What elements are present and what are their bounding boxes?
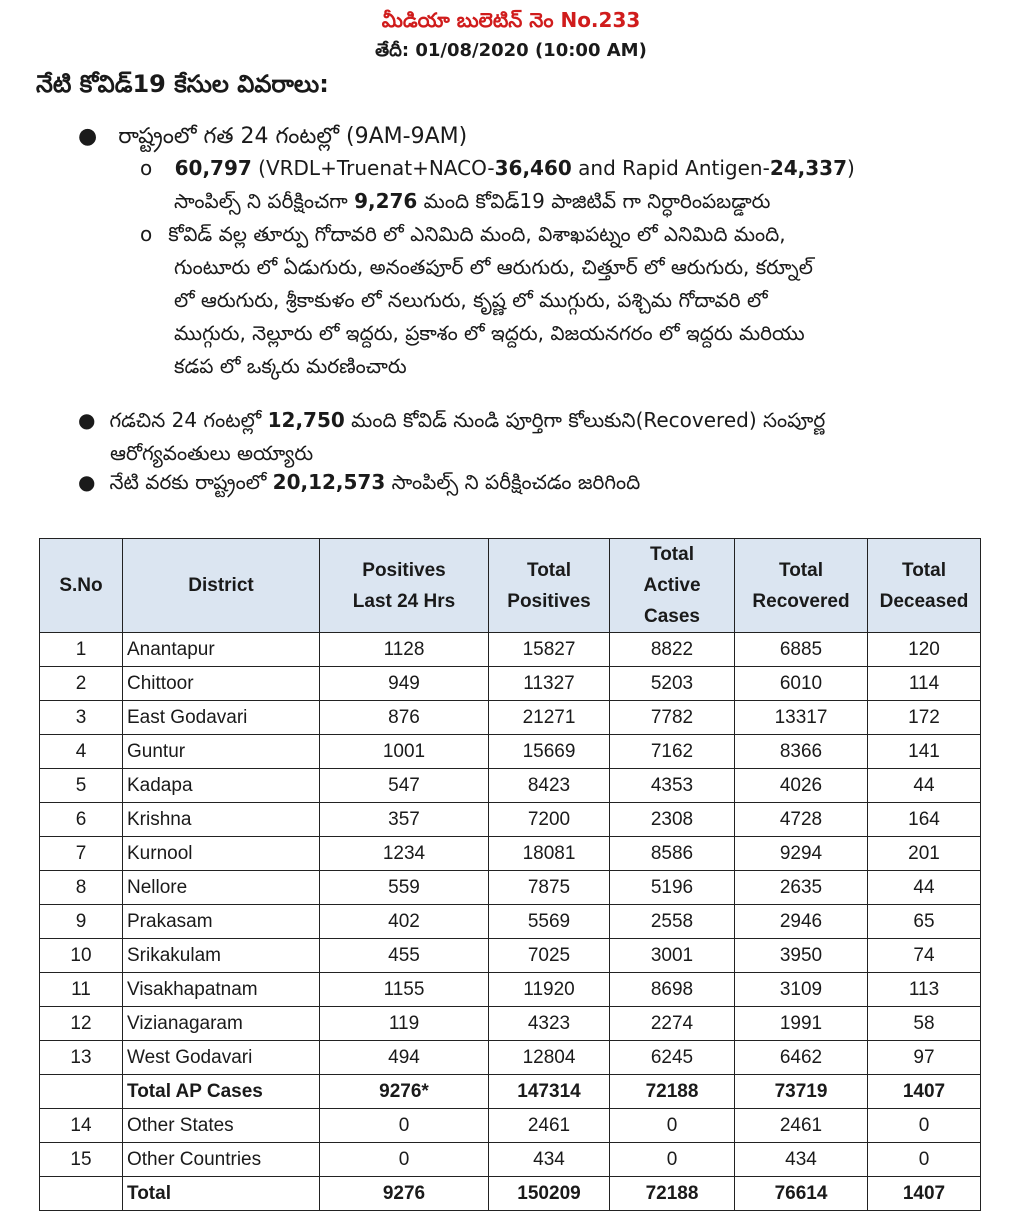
cell-sno: 13 — [40, 1041, 123, 1075]
cell-sno: 3 — [40, 701, 123, 735]
cell-positives-24h: 876 — [320, 701, 489, 735]
cell-district: East Godavari — [123, 701, 320, 735]
table-row — [40, 905, 981, 939]
header-line: Total — [650, 544, 694, 565]
header-line: Active Cases — [643, 575, 701, 627]
cell-deceased: 44 — [868, 769, 981, 803]
sub-bullet-icon: o — [140, 156, 153, 180]
cell-active: 8586 — [610, 837, 735, 871]
cell-positives-24h: 455 — [320, 939, 489, 973]
cell-district: Vizianagaram — [123, 1007, 320, 1041]
cell-total-positives: 7875 — [489, 871, 610, 905]
cell-active: 8822 — [610, 633, 735, 667]
cell-positives-24h: 1128 — [320, 633, 489, 667]
table-row — [40, 633, 981, 667]
cell-total-positives: 150209 — [489, 1177, 610, 1211]
cell-deceased: 113 — [868, 973, 981, 1007]
cell-sno: 6 — [40, 803, 123, 837]
cell-active: 7782 — [610, 701, 735, 735]
total-tests-value: 60,797 — [174, 156, 252, 180]
cell-positives-24h: 357 — [320, 803, 489, 837]
cell-sno: 7 — [40, 837, 123, 871]
cell-active: 0 — [610, 1143, 735, 1177]
cell-recovered: 6010 — [735, 667, 868, 701]
header-district: District — [123, 539, 320, 633]
cell-deceased: 58 — [868, 1007, 981, 1041]
table-row — [40, 973, 981, 1007]
header-positives-24h — [320, 539, 489, 633]
cell-recovered: 76614 — [735, 1177, 868, 1211]
table-row — [40, 939, 981, 973]
cell-recovered: 4026 — [735, 769, 868, 803]
text-fragment: సాంపిల్స్ ని పరీక్షించడం జరిగింది — [385, 470, 641, 494]
header-line: Deceased — [879, 590, 969, 612]
deaths-line: లో ఆరుగురు, శ్రీకాకుళం లో నలుగురు, కృష్ణ లో ముగ్గురు, పశ్చిమ గోదావరి లో — [174, 288, 768, 312]
cell-positives-24h: 1155 — [320, 973, 489, 1007]
table-body — [40, 633, 981, 1211]
cell-recovered: 6462 — [735, 1041, 868, 1075]
recovered-value: 12,750 — [267, 408, 345, 432]
cell-deceased: 65 — [868, 905, 981, 939]
cell-deceased: 0 — [868, 1143, 981, 1177]
cell-district: Kadapa — [123, 769, 320, 803]
cell-sno: 14 — [40, 1109, 123, 1143]
text-fragment: (VRDL+Truenat+NACO- — [251, 156, 495, 180]
cell-positives-24h: 547 — [320, 769, 489, 803]
cell-deceased: 201 — [868, 837, 981, 871]
table-row — [40, 1007, 981, 1041]
cell-sno: 9 — [40, 905, 123, 939]
cell-total-positives: 4323 — [489, 1007, 610, 1041]
cell-deceased: 1407 — [868, 1177, 981, 1211]
deaths-line: కోవిడ్ వల్ల తూర్పు గోదావరి లో ఎనిమిది మంది, విశాఖపట్నం లో ఎనిమిది మంది, — [168, 222, 786, 246]
cell-district: Chittoor — [123, 667, 320, 701]
header-recovered — [735, 539, 868, 633]
cell-district: Guntur — [123, 735, 320, 769]
cell-total-positives: 7025 — [489, 939, 610, 973]
cell-total-positives: 8423 — [489, 769, 610, 803]
bullet-icon: ● — [78, 470, 96, 494]
cell-district: Krishna — [123, 803, 320, 837]
cell-positives-24h: 119 — [320, 1007, 489, 1041]
cell-sno: 5 — [40, 769, 123, 803]
cell-positives-24h: 9276 — [320, 1177, 489, 1211]
cell-district: Kurnool — [123, 837, 320, 871]
cell-positives-24h: 494 — [320, 1041, 489, 1075]
text-fragment: సాంపిల్స్ ని పరీక్షించగా — [174, 189, 355, 213]
cell-active: 2274 — [610, 1007, 735, 1041]
sub-bullet-icon: o — [140, 222, 153, 246]
cell-district: Total AP Cases — [123, 1075, 320, 1109]
table-row — [40, 803, 981, 837]
table-row — [40, 1041, 981, 1075]
cell-district: Total — [123, 1177, 320, 1211]
table-row — [40, 837, 981, 871]
bullet-total-samples — [78, 466, 978, 499]
cell-district: Other Countries — [123, 1143, 320, 1177]
deaths-line: కడప లో ఒక్కరు మరణించారు — [174, 354, 407, 378]
cell-deceased: 120 — [868, 633, 981, 667]
bullet-icon: ● — [78, 408, 96, 432]
cell-total-positives: 21271 — [489, 701, 610, 735]
cell-total-positives: 434 — [489, 1143, 610, 1177]
cell-deceased: 164 — [868, 803, 981, 837]
cell-positives-24h: 1001 — [320, 735, 489, 769]
cell-total-positives: 11920 — [489, 973, 610, 1007]
text-fragment: గడచిన 24 గంటల్లో — [109, 408, 268, 432]
bullet-samples — [78, 126, 467, 148]
positive-count-value: 9,276 — [354, 189, 418, 213]
table-row — [40, 667, 981, 701]
cell-deceased: 74 — [868, 939, 981, 973]
cell-active: 2558 — [610, 905, 735, 939]
cell-deceased: 114 — [868, 667, 981, 701]
cell-total-positives: 18081 — [489, 837, 610, 871]
bulletin-date: తేదీ: 01/08/2020 (10:00 AM) — [375, 40, 647, 61]
cell-total-positives: 12804 — [489, 1041, 610, 1075]
header-line: Positives — [507, 590, 591, 612]
cell-positives-24h: 1234 — [320, 837, 489, 871]
cell-active: 3001 — [610, 939, 735, 973]
header-line: Positives — [362, 559, 446, 581]
header-total-positives — [489, 539, 610, 633]
cell-total-positives: 147314 — [489, 1075, 610, 1109]
cell-total-positives: 5569 — [489, 905, 610, 939]
cell-sno: 2 — [40, 667, 123, 701]
cell-deceased: 141 — [868, 735, 981, 769]
cell-active: 0 — [610, 1109, 735, 1143]
cell-recovered: 9294 — [735, 837, 868, 871]
bulletin-title: మీడియా బులెటిన్ నెం No.233 — [381, 8, 641, 32]
cell-recovered: 2461 — [735, 1109, 868, 1143]
district-table — [39, 538, 981, 1211]
cell-sno: 10 — [40, 939, 123, 973]
cell-positives-24h: 0 — [320, 1109, 489, 1143]
table-row — [40, 769, 981, 803]
table-row — [40, 871, 981, 905]
table-row — [40, 1075, 981, 1109]
cell-recovered: 3109 — [735, 973, 868, 1007]
cell-active: 2308 — [610, 803, 735, 837]
text-fragment: and Rapid Antigen- — [571, 156, 770, 180]
table-row — [40, 701, 981, 735]
table-row — [40, 1109, 981, 1143]
cell-recovered: 1991 — [735, 1007, 868, 1041]
cell-district: Prakasam — [123, 905, 320, 939]
deaths-line: గుంటూరు లో ఏడుగురు, అనంతపూర్ లో ఆరుగురు, చిత్తూర్ లో ఆరుగురు, కర్నూల్ — [174, 255, 813, 279]
rapid-tests-value: 24,337 — [769, 156, 848, 180]
deaths-line: ముగ్గురు, నెల్లూరు లో ఇద్దరు, ప్రకాశం లో ఇద్దరు, విజయనగరం లో ఇద్దరు మరియు — [174, 321, 805, 345]
vrdl-tests-value: 36,460 — [494, 156, 572, 180]
text-fragment: మంది కోవిడ్ నుండి పూర్తిగా కోలుకుని(Recovered) సంపూర్ణ — [344, 408, 826, 432]
sub-bullet-deaths — [140, 218, 980, 383]
table-row — [40, 735, 981, 769]
header-line: Total — [527, 559, 571, 581]
cell-active: 4353 — [610, 769, 735, 803]
cell-sno: 8 — [40, 871, 123, 905]
section-heading: నేటి కోవిడ్19 కేసుల వివరాలు: — [36, 70, 329, 98]
cell-active: 5203 — [610, 667, 735, 701]
cell-active: 72188 — [610, 1075, 735, 1109]
cell-recovered: 2635 — [735, 871, 868, 905]
cell-recovered: 8366 — [735, 735, 868, 769]
cell-sno: 1 — [40, 633, 123, 667]
header-line: Recovered — [752, 590, 850, 612]
cell-district: Srikakulam — [123, 939, 320, 973]
text-fragment: ) — [847, 156, 855, 180]
cell-district: Anantapur — [123, 633, 320, 667]
cell-active: 5196 — [610, 871, 735, 905]
cell-deceased: 44 — [868, 871, 981, 905]
table-header-row — [40, 539, 981, 633]
cell-district: West Godavari — [123, 1041, 320, 1075]
cell-recovered: 2946 — [735, 905, 868, 939]
sub-bullet-tests — [140, 152, 980, 218]
cell-total-positives: 7200 — [489, 803, 610, 837]
cell-active: 8698 — [610, 973, 735, 1007]
cell-district: Nellore — [123, 871, 320, 905]
cell-recovered: 73719 — [735, 1075, 868, 1109]
cell-recovered: 13317 — [735, 701, 868, 735]
cell-deceased: 1407 — [868, 1075, 981, 1109]
text-fragment: నేటి వరకు రాష్ట్రంలో — [109, 470, 273, 494]
table-row — [40, 1143, 981, 1177]
cell-positives-24h: 0 — [320, 1143, 489, 1177]
bullet-text: రాష్ట్రంలో గత 24 గంటల్లో (9AM-9AM) — [118, 124, 468, 149]
cell-recovered: 6885 — [735, 633, 868, 667]
cell-sno: 4 — [40, 735, 123, 769]
cell-sno: 12 — [40, 1007, 123, 1041]
cell-active: 72188 — [610, 1177, 735, 1211]
header-sno: S.No — [40, 539, 123, 633]
cell-active: 6245 — [610, 1041, 735, 1075]
cell-deceased: 97 — [868, 1041, 981, 1075]
cell-sno — [40, 1075, 123, 1109]
header-line: Total — [779, 559, 823, 581]
header-deceased — [868, 539, 981, 633]
cell-recovered: 434 — [735, 1143, 868, 1177]
bullet-icon: ● — [78, 124, 98, 149]
cell-total-positives: 15827 — [489, 633, 610, 667]
total-samples-value: 20,12,573 — [272, 470, 386, 494]
cell-sno: 15 — [40, 1143, 123, 1177]
cell-sno — [40, 1177, 123, 1211]
header-active-cases — [610, 539, 735, 633]
header-line: Total — [902, 559, 946, 581]
cell-positives-24h: 9276* — [320, 1075, 489, 1109]
cell-recovered: 4728 — [735, 803, 868, 837]
cell-sno: 11 — [40, 973, 123, 1007]
cell-deceased: 172 — [868, 701, 981, 735]
cell-positives-24h: 949 — [320, 667, 489, 701]
cell-positives-24h: 402 — [320, 905, 489, 939]
cell-total-positives: 11327 — [489, 667, 610, 701]
cell-total-positives: 2461 — [489, 1109, 610, 1143]
cell-total-positives: 15669 — [489, 735, 610, 769]
bullet-recovered — [78, 404, 978, 470]
cell-district: Visakhapatnam — [123, 973, 320, 1007]
text-fragment: మంది కోవిడ్19 పాజిటివ్ గా నిర్ధారింపబడ్డారు — [417, 189, 771, 213]
cell-recovered: 3950 — [735, 939, 868, 973]
cell-district: Other States — [123, 1109, 320, 1143]
cell-positives-24h: 559 — [320, 871, 489, 905]
cell-deceased: 0 — [868, 1109, 981, 1143]
table-row — [40, 1177, 981, 1211]
cell-active: 7162 — [610, 735, 735, 769]
bullet-text: ఆరోగ్యవంతులు అయ్యారు — [110, 441, 314, 465]
header-line: Last 24 Hrs — [352, 590, 456, 612]
